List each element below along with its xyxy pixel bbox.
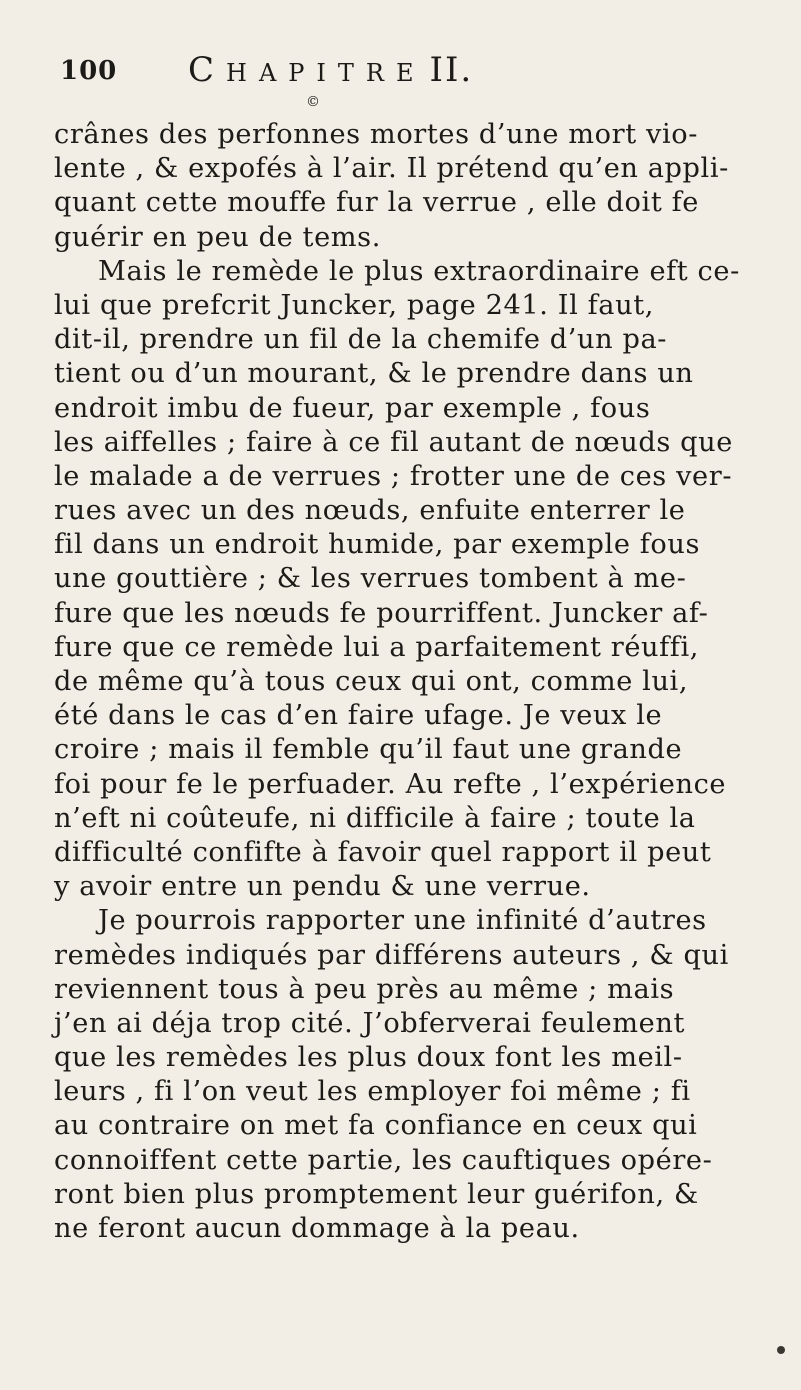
body-text: [54, 118, 754, 1246]
text-line: n’eft ni coûteufe, ni difficile à faire ; toute la: [54, 802, 696, 834]
text-line: été dans le cas d’en faire ufage. Je veux le: [54, 700, 663, 732]
text-line: que les remèdes les plus doux font les meil-: [54, 1042, 683, 1074]
chapter-number: II.: [429, 50, 474, 90]
text-line: y avoir entre un pendu & une verrue.: [54, 871, 591, 903]
text-line: fure que ce remède lui a parfaitement réuffi,: [54, 631, 699, 663]
text-line: ne feront aucun dommage à la peau.: [54, 1213, 580, 1244]
text-line: dit-il, prendre un fil de la chemife d’un pa-: [54, 324, 668, 356]
text-line: foi pour fe le perfuader. Au refte , l’expérience: [54, 768, 727, 800]
text-line: crânes des perfonnes mortes d’une mort vio-: [54, 119, 699, 150]
text-line: fil dans un endroit humide, par exemple fous: [54, 529, 701, 561]
text-line: de même qu’à tous ceux qui ont, comme lui,: [54, 666, 689, 697]
text-line: lente , & expofés à l’air. Il prétend qu’en appli-: [54, 153, 729, 185]
text-line: lui que prefcrit Juncker, page 241. Il faut,: [54, 289, 654, 321]
ink-spot: [777, 1346, 785, 1354]
text-line: rues avec un des nœuds, enfuite enterrer le: [54, 495, 686, 527]
text-line: guérir en peu de tems.: [54, 221, 381, 253]
text-line: Mais le remède le plus extraordinaire eft ce-: [98, 255, 740, 287]
text-line: Je pourrois rapporter une infinité d’autres: [98, 905, 707, 937]
text-line: remèdes indiqués par différens auteurs , & qui: [54, 939, 729, 971]
text-line: connoiffent cette partie, les cauftiques opére-: [54, 1144, 713, 1176]
text-line: quant cette mouffe fur la verrue , elle doit fe: [54, 187, 699, 219]
text-line: leurs , fi l’on veut les employer foi même ; fi: [54, 1076, 691, 1108]
page-header: [60, 50, 740, 110]
text-line: les aiffelles ; faire à ce fil autant de nœuds que: [54, 426, 733, 458]
text-line: reviennent tous à peu près au même ; mais: [54, 973, 675, 1005]
text-line: une gouttière ; & les verrues tombent à me-: [54, 563, 687, 595]
text-line: fure que les nœuds fe pourriffent. Juncker af-: [54, 597, 709, 629]
running-head-title: Chapitre: [188, 50, 426, 90]
running-head: [188, 50, 473, 90]
text-line: au contraire on met fa confiance en ceux qui: [54, 1110, 698, 1142]
text-line: ront bien plus promptement leur guérifon, &: [54, 1178, 699, 1210]
text-line: tient ou d’un mourant, & le prendre dans un: [54, 358, 694, 390]
ornament-icon: ©: [306, 94, 320, 110]
page-number: 100: [60, 56, 118, 86]
text-line: croire ; mais il femble qu’il faut une grande: [54, 734, 683, 766]
text-line: j’en ai déja trop cité. J’obferverai feulement: [54, 1007, 685, 1039]
text-line: le malade a de verrues ; frotter une de ces ver-: [54, 460, 733, 492]
text-line: endroit imbu de fueur, par exemple , fous: [54, 392, 651, 424]
text-line: difficulté confifte à favoir quel rapport il peut: [54, 836, 712, 868]
